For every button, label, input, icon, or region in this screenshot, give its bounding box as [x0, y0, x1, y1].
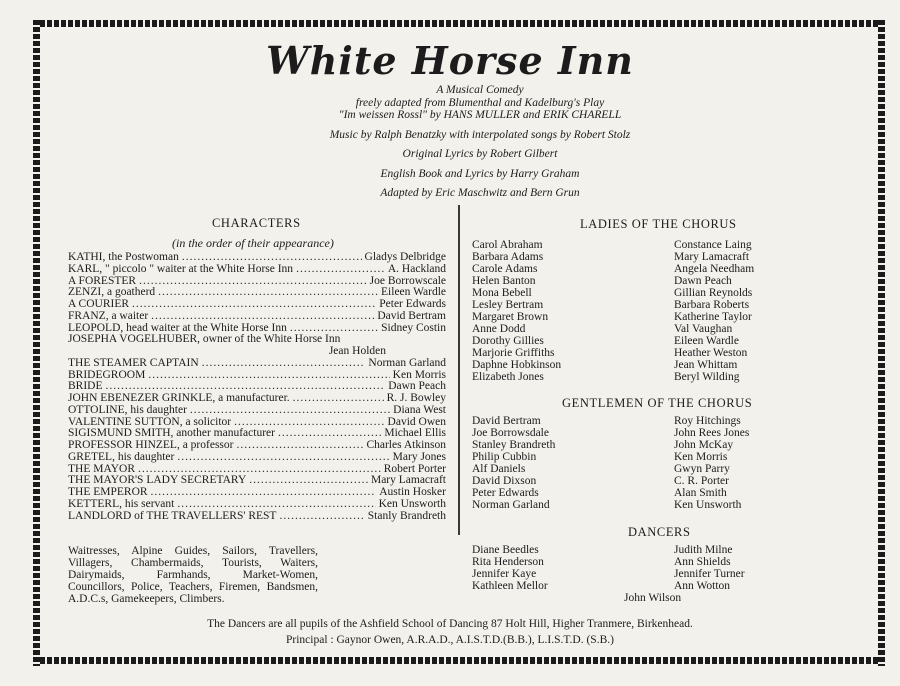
- character-row: [68, 311, 446, 323]
- ensemble-list: Waitresses, Alpine Guides, Sailors, Travellers, Villagers, Chambermaids, Tourists, Waiters, Dairymaids, Farmhands, Market-Women, Councillors, Police, Teachers, Firemen, Bandsmen, A.D.C.s, Gamekeepers, Climbers.: [68, 545, 318, 606]
- credits-block: [230, 84, 730, 200]
- chorus-name: David Bertram: [472, 415, 541, 427]
- ladies-left-column: [472, 239, 561, 383]
- character-actor: Michael Ellis: [384, 428, 446, 440]
- character-row: [68, 511, 446, 523]
- characters-subheading: (in the order of their appearance): [172, 236, 334, 250]
- leader-dots: [234, 417, 384, 429]
- character-role: A COURIER: [68, 299, 130, 310]
- credit-line: "Im weissen Rossl" by HANS MULLER and ERIK CHARELL: [338, 109, 622, 121]
- gentlemen-right-column: [674, 415, 749, 511]
- column-divider: [458, 205, 460, 535]
- character-row: Jean Holden: [328, 345, 386, 357]
- character-row: [68, 428, 446, 440]
- character-role: BRIDE: [68, 381, 103, 393]
- chorus-name: Lesley Bertram: [472, 299, 544, 311]
- chorus-name: Barbara Adams: [472, 251, 544, 263]
- chorus-name: C. R. Porter: [674, 475, 729, 487]
- leader-dots: [177, 452, 389, 464]
- chorus-name: Eileen Wardle: [674, 335, 739, 347]
- leader-dots: [177, 499, 375, 511]
- character-role: THE STEAMER CAPTAIN: [68, 357, 199, 369]
- character-role: JOHN EBENEZER GRINKLE, a manufacturer.: [68, 393, 290, 404]
- leader-dots: [132, 299, 376, 311]
- character-row: [68, 264, 446, 276]
- chorus-name: Rita Henderson: [472, 556, 544, 568]
- chorus-name: Jean Whittam: [674, 359, 738, 371]
- dancers-heading: DANCERS: [628, 525, 691, 539]
- character-actor: Robert Porter: [383, 463, 446, 475]
- chorus-name: Norman Garland: [472, 499, 550, 511]
- chorus-name: Angela Needham: [674, 263, 755, 275]
- left-border: [33, 20, 40, 666]
- character-actor: Eileen Wardle: [381, 287, 446, 299]
- credit-line: freely adapted from Blumenthal and Kadelburg's Play: [355, 96, 605, 109]
- character-row: [68, 252, 446, 264]
- chorus-name: Jennifer Turner: [674, 568, 745, 580]
- leader-dots: [151, 487, 377, 499]
- character-role: VALENTINE SUTTON, a solicitor: [68, 416, 232, 428]
- chorus-name: Dorothy Gillies: [472, 335, 544, 347]
- character-actor: Austin Hosker: [379, 487, 446, 498]
- character-row: [68, 499, 446, 511]
- character-actor: Ken Morris: [392, 369, 446, 381]
- chorus-name: Roy Hitchings: [674, 415, 741, 427]
- chorus-name: Val Vaughan: [674, 323, 733, 335]
- chorus-name: Ann Wotton: [674, 580, 731, 592]
- character-role: PROFESSOR HINZEL, a professor: [68, 440, 234, 451]
- ladies-right-column: [674, 239, 754, 383]
- character-role: THE MAYOR: [68, 463, 135, 475]
- character-row: [68, 299, 446, 311]
- chorus-name: Stanley Brandreth: [472, 439, 556, 451]
- character-actor: Sidney Costin: [381, 322, 446, 334]
- leader-dots: [202, 358, 366, 370]
- chorus-name: Gwyn Parry: [674, 463, 730, 475]
- character-row: [68, 475, 446, 487]
- character-row: [68, 358, 446, 370]
- chorus-name: David Dixson: [472, 475, 537, 487]
- leader-dots: [106, 381, 386, 393]
- chorus-name: Judith Milne: [674, 544, 733, 556]
- leader-dots: [190, 405, 390, 417]
- chorus-name: Gillian Reynolds: [674, 287, 753, 299]
- character-row: [68, 452, 446, 464]
- character-actor: Diana West: [393, 404, 446, 416]
- chorus-name: Carol Abraham: [472, 239, 543, 251]
- credit-line: Original Lyrics by Robert Gilbert: [402, 148, 558, 160]
- character-actor: Peter Edwards: [379, 299, 446, 310]
- chorus-name: Diane Beedles: [472, 544, 539, 556]
- leader-dots: [296, 264, 385, 276]
- chorus-name: Constance Laing: [674, 239, 752, 251]
- bottom-border: [33, 657, 885, 664]
- character-actor: Gladys Delbridge: [364, 252, 446, 263]
- character-actor: R. J. Bowley: [386, 393, 446, 404]
- chorus-name: Carole Adams: [472, 263, 538, 275]
- character-row: [68, 417, 446, 429]
- character-role: BRIDEGROOM: [68, 369, 146, 381]
- characters-list: [68, 252, 446, 522]
- leader-dots: [236, 440, 363, 452]
- character-row: [68, 381, 446, 393]
- chorus-name: Marjorie Griffiths: [472, 347, 555, 359]
- character-actor: Joe Borrowscale: [369, 275, 446, 287]
- character-role: OTTOLINE, his daughter: [68, 404, 187, 416]
- chorus-name: Ann Shields: [674, 556, 731, 568]
- chorus-name: Philip Cubbin: [472, 451, 537, 463]
- chorus-name: Ken Unsworth: [674, 499, 742, 511]
- character-actor: Stanly Brandreth: [367, 510, 446, 522]
- credit-line: Music by Ralph Benatzky with interpolated songs by Robert Stolz: [329, 128, 631, 141]
- character-actor: A. Hackland: [387, 263, 446, 275]
- chorus-name: Katherine Taylor: [674, 311, 752, 323]
- character-role: GRETEL, his daughter: [68, 451, 175, 463]
- chorus-name: Barbara Roberts: [674, 299, 750, 311]
- character-row: [68, 370, 446, 382]
- character-role: LANDLORD of THE TRAVELLERS' REST: [68, 510, 277, 522]
- chorus-name: Heather Weston: [674, 347, 748, 359]
- chorus-name: Alf Daniels: [472, 463, 526, 475]
- leader-dots: [139, 276, 367, 288]
- chorus-name: Kathleen Mellor: [472, 580, 548, 592]
- character-row: [68, 487, 446, 499]
- leader-dots: [279, 511, 364, 523]
- leader-dots: [293, 393, 384, 405]
- leader-dots: [158, 287, 378, 299]
- character-row: JOSEPHA VOGELHUBER, owner of the White Horse Inn: [68, 333, 341, 346]
- chorus-name: Mary Lamacraft: [674, 251, 750, 263]
- dancers-right-column: [674, 544, 745, 592]
- chorus-name: John Rees Jones: [674, 427, 750, 439]
- chorus-name: Alan Smith: [674, 487, 727, 499]
- chorus-name: John McKay: [674, 439, 734, 451]
- character-role: THE EMPEROR: [68, 487, 148, 498]
- character-actor: Ken Unsworth: [378, 498, 446, 510]
- character-role: KATHI, the Postwoman: [68, 252, 179, 263]
- chorus-name: Dawn Peach: [674, 275, 732, 287]
- character-role: FRANZ, a waiter: [68, 310, 149, 322]
- chorus-name: Margaret Brown: [472, 311, 549, 323]
- character-actor: David Owen: [387, 416, 446, 428]
- gentlemen-left-column: [472, 415, 555, 511]
- character-actor: David Bertram: [377, 310, 446, 322]
- chorus-name: Ken Morris: [674, 451, 728, 463]
- dancers-left-column: [472, 544, 548, 592]
- character-row: [68, 440, 446, 452]
- leader-dots: [148, 370, 389, 382]
- character-row: [68, 405, 446, 417]
- character-actor: Charles Atkinson: [366, 440, 446, 451]
- character-role: LEOPOLD, head waiter at the White Horse Inn: [68, 322, 287, 334]
- character-row: [68, 287, 446, 299]
- chorus-name: Helen Banton: [472, 275, 536, 287]
- footer-line: Principal : Gaynor Owen, A.R.A.D., A.I.S.T.D.(B.B.), L.I.S.T.D. (S.B.): [286, 634, 614, 646]
- characters-heading: CHARACTERS: [212, 216, 301, 230]
- chorus-name: Anne Dodd: [472, 323, 526, 335]
- character-row: [68, 393, 446, 405]
- leader-dots: [249, 475, 368, 487]
- character-actor: Norman Garland: [368, 357, 446, 369]
- chorus-name: Joe Borrowsdale: [472, 427, 549, 439]
- character-actor: Mary Jones: [392, 451, 446, 463]
- credit-line: A Musical Comedy: [436, 84, 524, 96]
- credit-line: Adapted by Eric Maschwitz and Bern Grun: [380, 187, 580, 199]
- leader-dots: [182, 252, 362, 264]
- character-role: ZENZI, a goatherd: [68, 287, 156, 299]
- chorus-name: Daphne Hobkinson: [472, 359, 562, 371]
- credit-line: English Book and Lyrics by Harry Graham: [380, 167, 580, 180]
- gentlemen-heading: GENTLEMEN OF THE CHORUS: [562, 396, 753, 410]
- chorus-name: Beryl Wilding: [674, 371, 740, 383]
- leader-dots: [278, 428, 381, 440]
- top-border: [33, 20, 885, 27]
- character-role: KETTERL, his servant: [68, 498, 175, 510]
- leader-dots: [151, 311, 374, 323]
- page-title: White Horse Inn: [266, 38, 634, 83]
- dancer-name: John Wilson: [624, 592, 682, 604]
- character-row: [68, 464, 446, 476]
- chorus-name: Elizabeth Jones: [472, 371, 544, 383]
- character-actor: Dawn Peach: [388, 381, 446, 393]
- character-row: [68, 276, 446, 288]
- chorus-name: Jennifer Kaye: [472, 568, 537, 580]
- character-role: SIGISMUND SMITH, another manufacturer: [68, 428, 275, 440]
- character-role: THE MAYOR'S LADY SECRETARY: [68, 475, 247, 487]
- ladies-heading: LADIES OF THE CHORUS: [580, 217, 737, 231]
- character-role: A FORESTER: [68, 275, 137, 287]
- character-actor: Mary Lamacraft: [370, 475, 446, 487]
- right-border: [878, 20, 885, 666]
- chorus-name: Peter Edwards: [472, 487, 539, 499]
- footer-line: The Dancers are all pupils of the Ashfield School of Dancing 87 Holt Hill, Higher Tranmere, Birkenhead.: [207, 618, 693, 630]
- character-role: KARL, " piccolo " waiter at the White Horse Inn: [68, 263, 294, 275]
- leader-dots: [138, 464, 381, 476]
- chorus-name: Mona Bebell: [472, 287, 532, 299]
